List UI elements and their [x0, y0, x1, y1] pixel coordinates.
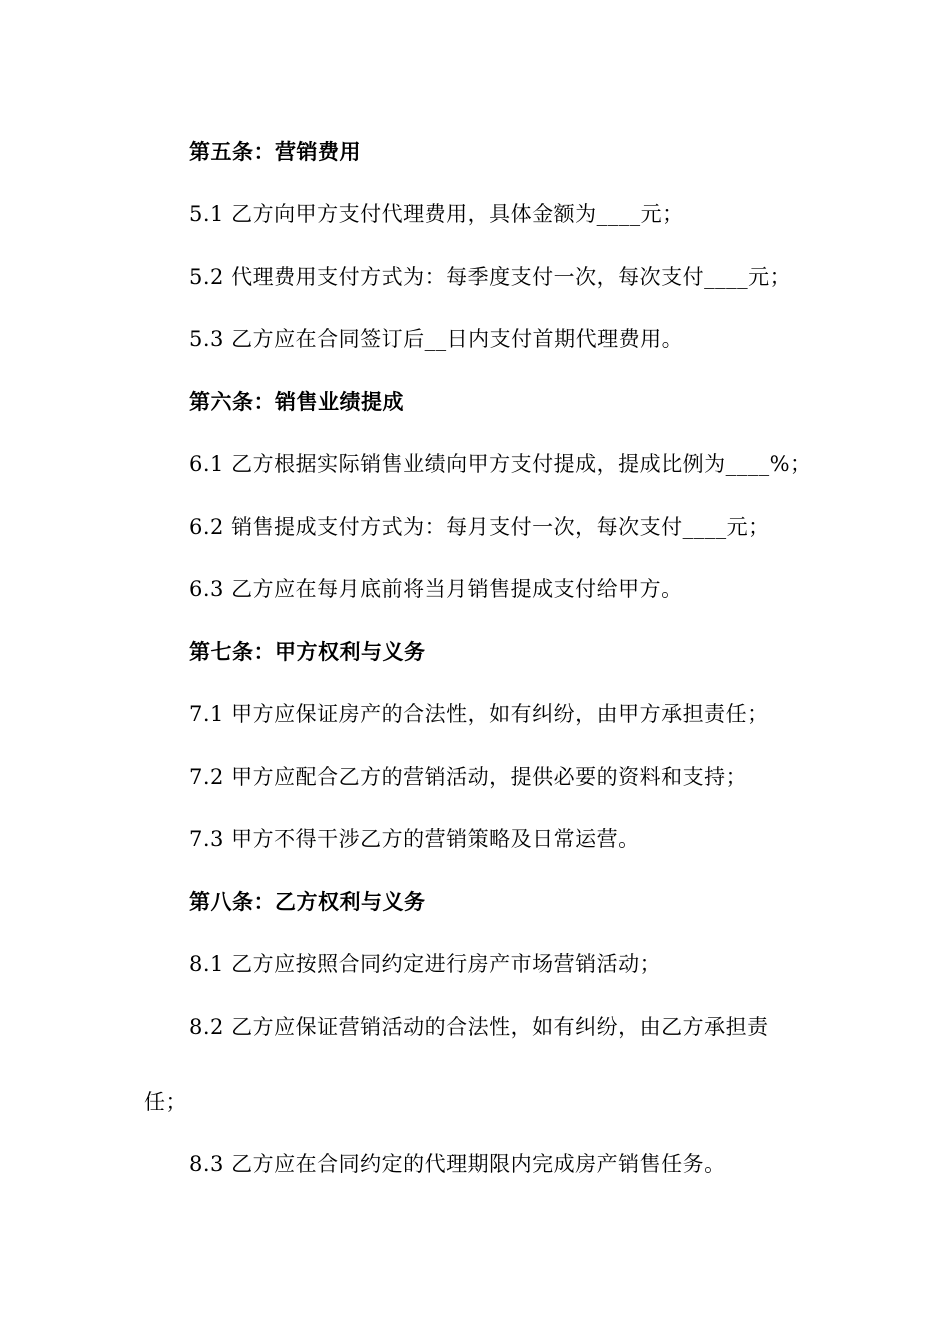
clause-8-3: 8.3 乙方应在合同约定的代理期限内完成房产销售任务。: [189, 1152, 726, 1176]
clause-8-1: 8.1 乙方应按照合同约定进行房产市场营销活动；: [189, 952, 662, 976]
clause-5-2: 5.2 代理费用支付方式为：每季度支付一次，每次支付____元；: [189, 265, 792, 289]
section-heading-5: 第五条：营销费用: [189, 140, 361, 164]
clause-8-2-continuation: 任；: [144, 1090, 187, 1114]
clause-5-3: 5.3 乙方应在合同签订后__日内支付首期代理费用。: [189, 327, 684, 351]
section-heading-7: 第七条：甲方权利与义务: [189, 640, 426, 664]
clause-7-2: 7.2 甲方应配合乙方的营销活动，提供必要的资料和支持；: [189, 765, 748, 789]
clause-7-1: 7.1 甲方应保证房产的合法性，如有纠纷，由甲方承担责任；: [189, 702, 769, 726]
clause-6-3: 6.3 乙方应在每月底前将当月销售提成支付给甲方。: [189, 577, 683, 601]
clause-5-1: 5.1 乙方向甲方支付代理费用，具体金额为____元；: [189, 202, 684, 226]
section-heading-6: 第六条：销售业绩提成: [189, 390, 404, 414]
clause-6-2: 6.2 销售提成支付方式为：每月支付一次，每次支付____元；: [189, 515, 770, 539]
clause-6-1: 6.1 乙方根据实际销售业绩向甲方支付提成，提成比例为____%；: [189, 452, 812, 476]
section-heading-8: 第八条：乙方权利与义务: [189, 890, 426, 914]
clause-8-2: 8.2 乙方应保证营销活动的合法性，如有纠纷，由乙方承担责: [189, 1015, 769, 1039]
clause-7-3: 7.3 甲方不得干涉乙方的营销策略及日常运营。: [189, 827, 640, 851]
